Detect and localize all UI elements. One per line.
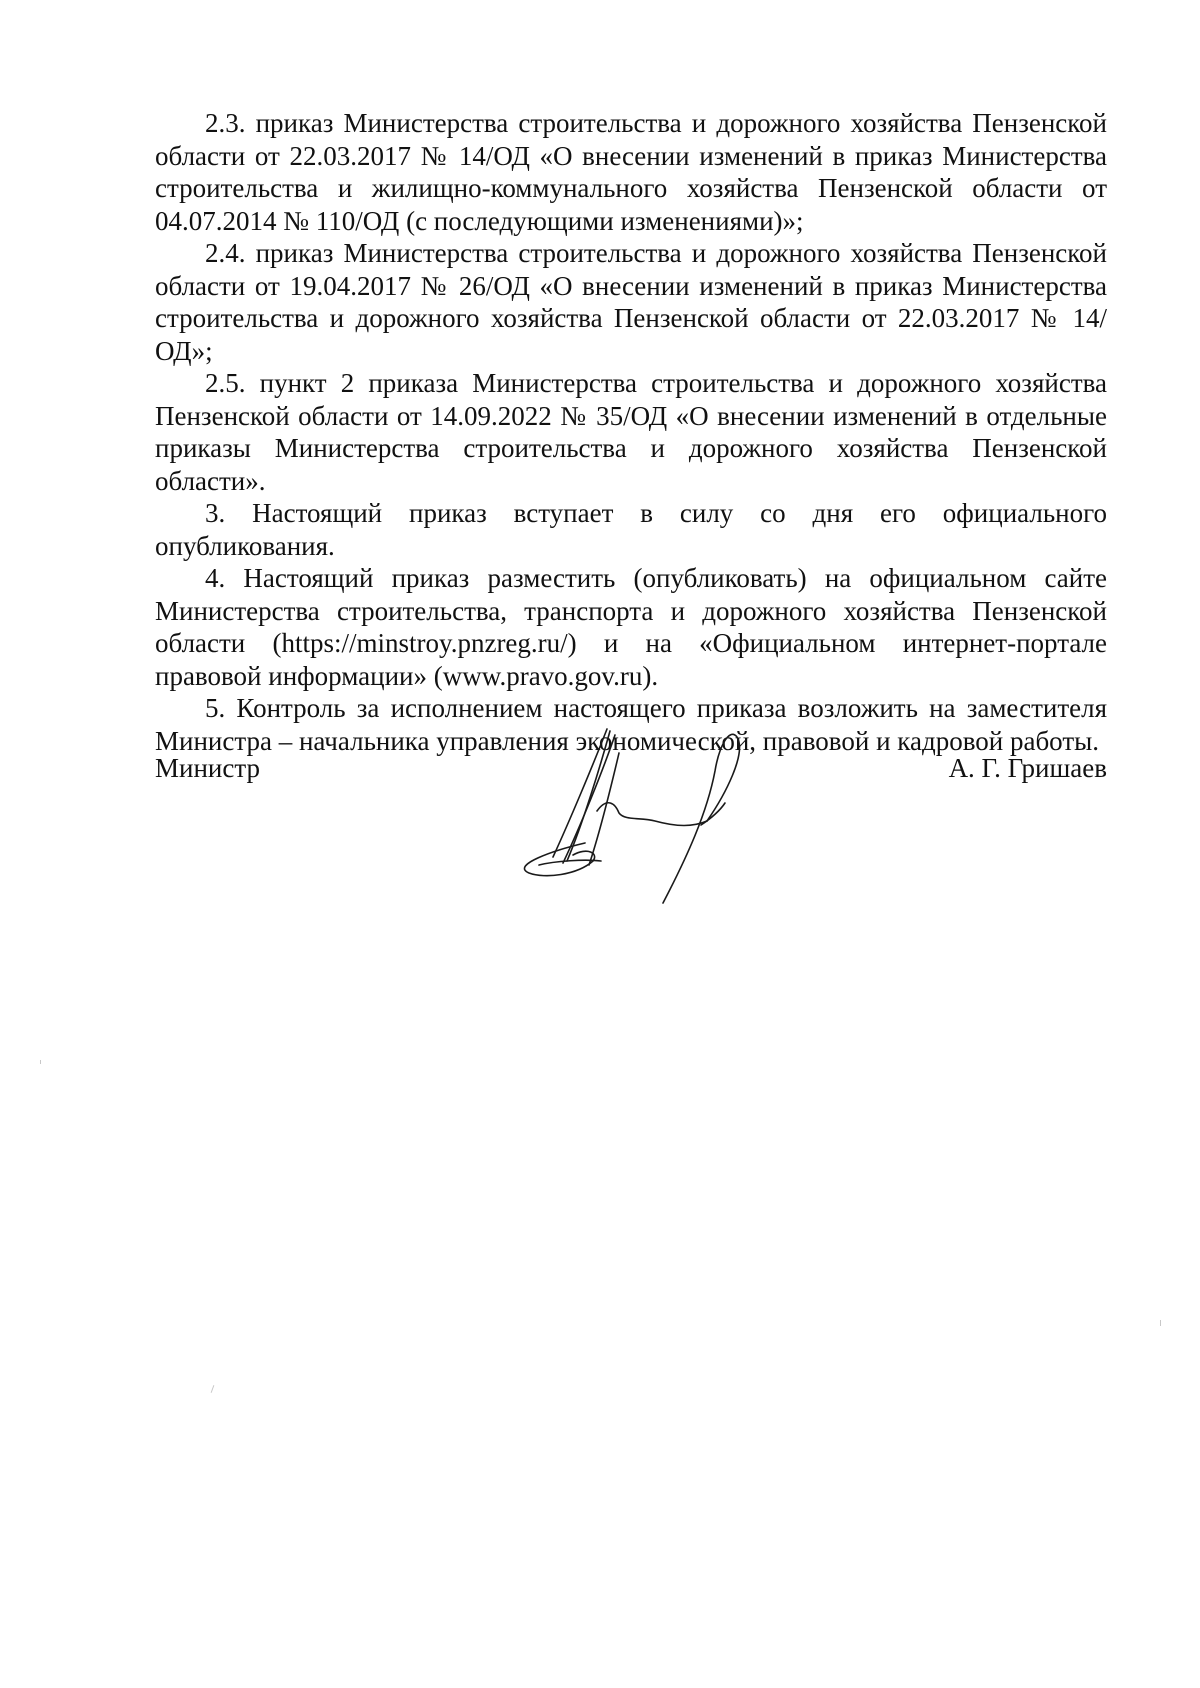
paragraph-4: 4. Настоящий приказ разместить (опубликовать) на официальном сайте Министерства строительства, транспорта и дорожного хозяйства Пензенской области (https://minstroy.pnzreg.ru/) и на «Официальном интернет-портале правовой информации» (www.pravo.gov.ru). (155, 563, 1107, 691)
scan-artifact (40, 1060, 41, 1064)
document-body (155, 107, 1107, 757)
paragraph-5: 5. Контроль за исполнением настоящего приказа возложить на заместителя Министра – начальника управления экономической, правовой и кадровой работы. (155, 693, 1107, 756)
paragraph-2-5: 2.5. пункт 2 приказа Министерства строительства и дорожного хозяйства Пензенской области от 14.09.2022 № 35/ОД «О внесении изменений в отдельные приказы Министерства строительства и дорожного хозяйства Пензенской области». (155, 368, 1107, 496)
handwritten-signature (515, 725, 800, 905)
signatory-title: Министр (155, 753, 260, 783)
signatory-name: А. Г. Гришаев (948, 753, 1107, 783)
scan-artifact (1160, 1320, 1161, 1326)
paragraph-3: 3. Настоящий приказ вступает в силу со дня его официального опубликования. (155, 498, 1107, 561)
paragraph-2-4: 2.4. приказ Министерства строительства и дорожного хозяйства Пензенской области от 19.04.2017 № 26/ОД «О внесении изменений в приказ Министерства строительства и дорожного хозяйства Пензенской области от 22.03.2017 № 14/ОД»; (155, 238, 1107, 366)
paragraph-2-3: 2.3. приказ Министерства строительства и дорожного хозяйства Пензенской области от 22.03.2017 № 14/ОД «О внесении изменений в приказ Министерства строительства и жилищно-коммунального хозяйства Пензенской области от 04.07.2014 № 110/ОД (с последующими изменениями)»; (155, 108, 1107, 236)
scan-artifact (211, 1385, 215, 1393)
